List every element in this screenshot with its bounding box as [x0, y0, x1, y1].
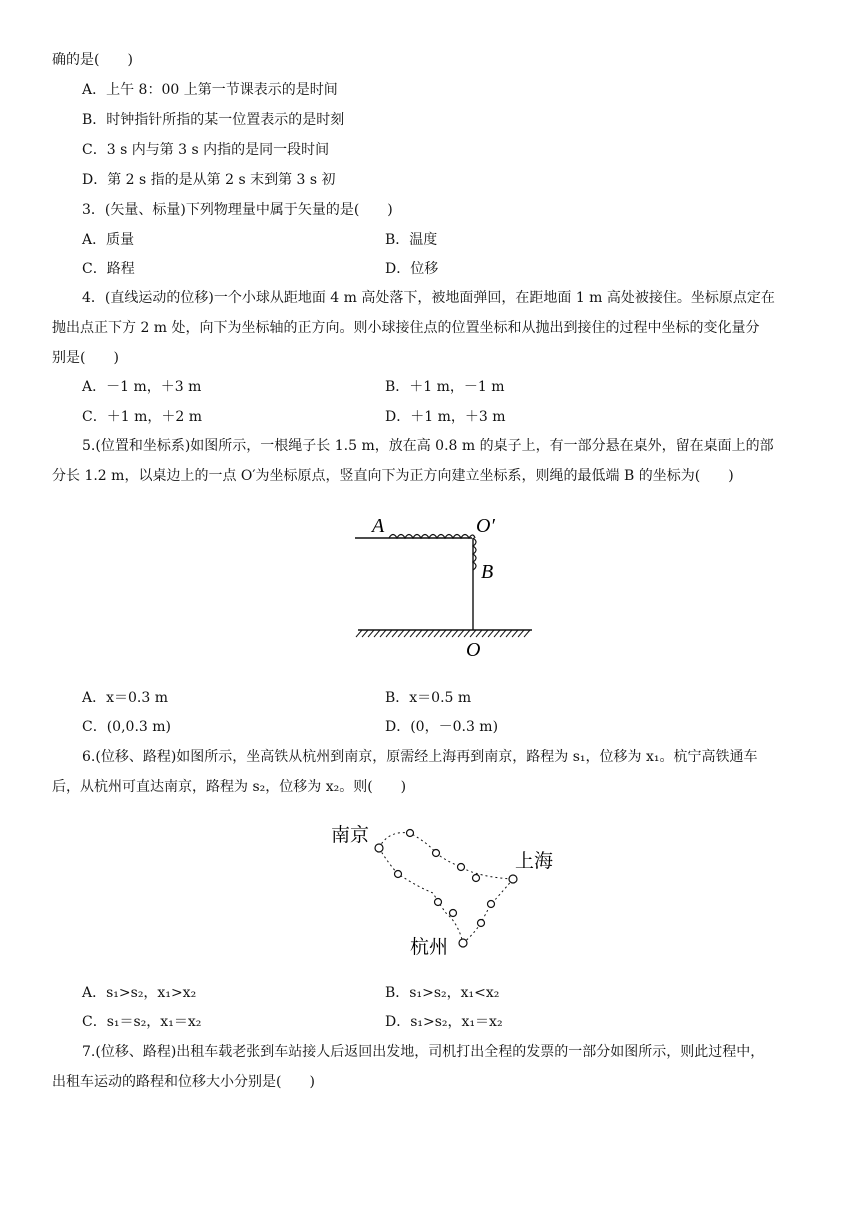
option-4c: C．＋1 m，＋2 m	[82, 409, 202, 425]
question-4-stem-line2: 抛出点正下方 2 m 处，向下为坐标轴的正方向。则小球接住点的位置坐标和从抛出到接住的过程中坐标的变化量分	[52, 320, 760, 336]
question-5-stem-line1: 5.(位置和坐标系)如图所示，一根绳子长 1.5 m，放在高 0.8 m 的桌子上，有一部分悬在桌外，留在桌面上的部	[82, 438, 774, 454]
label-o: O	[466, 639, 481, 661]
label-b: B	[481, 561, 494, 583]
railway-route-map	[318, 805, 573, 973]
option-2d: D．第 2 s 指的是从第 2 s 末到第 3 s 初	[82, 172, 336, 188]
option-2c: C．3 s 内与第 3 s 内指的是同一段时间	[82, 142, 330, 158]
label-shanghai: 上海	[515, 850, 554, 872]
option-6b: B．s₁>s₂，x₁<x₂	[385, 985, 500, 1001]
question-2-stem-end: 确的是( )	[52, 52, 133, 68]
label-o-prime: O′	[476, 515, 495, 537]
option-3c: C．路程	[82, 261, 135, 277]
option-5c: C．(0,0.3 m)	[82, 719, 171, 735]
option-4d: D．＋1 m，＋3 m	[385, 409, 506, 425]
question-4-stem-line1: 4．(直线运动的位移)一个小球从距地面 4 m 高处落下，被地面弹回，在距地面 1 m 高处被接住。坐标原点定在	[82, 290, 775, 306]
route-nanjing-hangzhou	[379, 848, 463, 943]
question-7-stem-line2: 出租车运动的路程和位移大小分别是( )	[52, 1074, 315, 1090]
option-3b: B．温度	[385, 232, 438, 248]
option-2a: A．上午 8：00 上第一节课表示的是时间	[82, 82, 338, 98]
question-6-stem-line2: 后，从杭州可直达南京，路程为 s₂，位移为 x₂。则( )	[52, 779, 407, 795]
rope-table-figure	[340, 498, 550, 678]
option-2b: B．时钟指针所指的某一位置表示的是时刻	[82, 112, 345, 128]
label-nanjing: 南京	[331, 824, 370, 846]
route-shanghai-hangzhou	[463, 879, 513, 943]
option-5a: A．x＝0.3 m	[82, 690, 168, 706]
label-hangzhou: 杭州	[410, 936, 449, 958]
question-4-stem-line3: 别是( )	[52, 350, 119, 366]
station-markers	[375, 830, 517, 948]
option-5b: B．x＝0.5 m	[385, 690, 472, 706]
option-5d: D．(0，－0.3 m)	[385, 719, 499, 735]
option-4b: B．＋1 m，－1 m	[385, 379, 505, 395]
ground-hatching	[356, 630, 530, 637]
option-3a: A．质量	[82, 232, 135, 248]
question-5-stem-line2: 分长 1.2 m，以桌边上的一点 O′为坐标原点，竖直向下为正方向建立坐标系，则绳的最低端 B 的坐标为( )	[52, 468, 734, 484]
question-3-stem: 3．(矢量、标量)下列物理量中属于矢量的是( )	[82, 202, 393, 218]
option-6a: A．s₁>s₂，x₁>x₂	[82, 985, 197, 1001]
question-7-stem-line1: 7.(位移、路程)出租车载老张到车站接人后返回出发地，司机打出全程的发票的一部分如图所示，则此过程中，	[82, 1044, 765, 1060]
option-3d: D．位移	[385, 261, 439, 277]
option-6d: D．s₁>s₂，x₁＝x₂	[385, 1014, 503, 1030]
label-a: A	[372, 515, 385, 537]
option-6c: C．s₁＝s₂，x₁＝x₂	[82, 1014, 202, 1030]
question-6-stem-line1: 6.(位移、路程)如图所示，坐高铁从杭州到南京，原需经上海再到南京，路程为 s₁，位移为 x₁。杭宁高铁通车	[82, 749, 758, 765]
option-4a: A．－1 m，＋3 m	[82, 379, 202, 395]
